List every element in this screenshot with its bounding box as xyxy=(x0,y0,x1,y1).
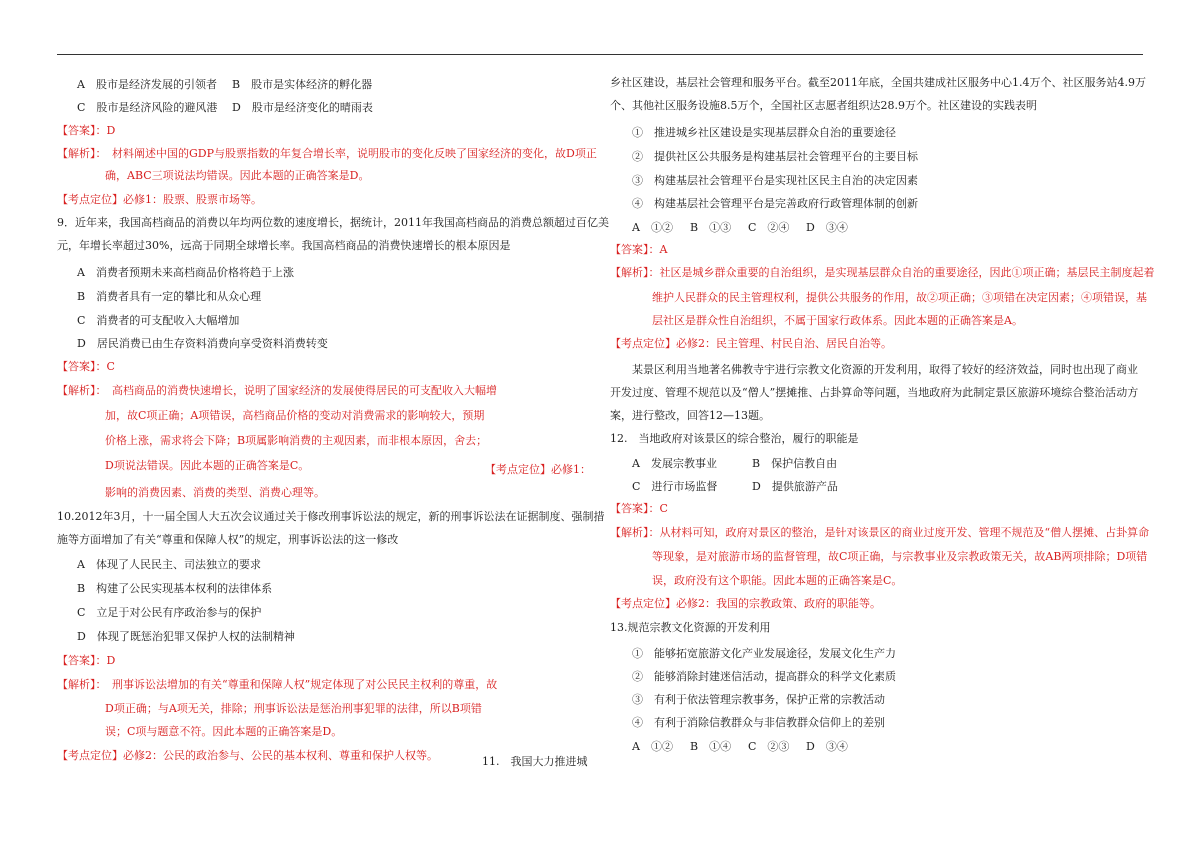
q13-option-c: C ②③ xyxy=(748,740,790,753)
material-passage: 某景区利用当地著名佛教寺宇进行宗教文化资源的开发利用，取得了较好的经济效益，同时也出现了商业开发过度、管理不规范以及“僧人”摆摊推、占卦算命等问题，当地政府为此制定景区旅游环境综合整治活动方案，进行整改，回答12—13题。 xyxy=(610,363,1139,422)
q13-option-a: A ①② xyxy=(632,740,673,753)
q8-analysis-cont: 确，ABC三项说法均错误。因此本题的正确答案是D。 xyxy=(105,169,370,182)
q9-answer: 【答案】：C xyxy=(57,360,115,373)
q8-option-d: D 股市是经济变化的晴雨表 xyxy=(232,101,373,114)
q13-item-2: ② 能够消除封建迷信活动，提高群众的科学文化素质 xyxy=(632,670,896,683)
q12-option-c: C 进行市场监督 xyxy=(632,480,718,493)
q8-option-b: B 股市是实体经济的孵化器 xyxy=(232,78,373,91)
q12-stem: 12. 当地政府对该景区的综合整治，履行的职能是 xyxy=(610,432,859,445)
q9-analysis-cont-2: 价格上涨，需求将会下降；B项属影响消费的主观因素，而非根本原因，舍去； xyxy=(105,434,488,447)
q10-option-b: B 构建了公民实现基本权利的法律体系 xyxy=(77,582,273,595)
q10-analysis: 【解析】： 刑事诉讼法增加的有关“尊重和保障人权”规定体现了对公民民主权利的尊重，故 xyxy=(57,678,498,691)
q11-option-d: D ③④ xyxy=(806,221,848,234)
q13-stem: 13.规范宗教文化资源的开发利用 xyxy=(610,621,771,634)
q10-point: 【考点定位】必修2：公民的政治参与、公民的基本权利、尊重和保护人权等。 xyxy=(57,749,438,762)
q9-point: 【考点定位】必修1： xyxy=(485,463,591,476)
q12-option-a: A 发展宗教事业 xyxy=(632,457,717,470)
q8-option-a: A 股市是经济发展的引领者 xyxy=(77,78,217,91)
q10-option-d: D 体现了既惩治犯罪又保护人权的法制精神 xyxy=(77,630,295,643)
q11-point: 【考点定位】必修2：民主管理、村民自治、居民自治等。 xyxy=(610,337,892,350)
q9-option-b: B 消费者具有一定的攀比和从众心理 xyxy=(77,290,262,303)
q12-option-b: B 保护信教自由 xyxy=(752,457,838,470)
q11-stem-start: 11. 我国大力推进城 xyxy=(482,755,588,768)
header-rule xyxy=(57,54,1143,55)
q8-answer: 【答案】：D xyxy=(57,124,116,137)
q10-option-a: A 体现了人民民主、司法独立的要求 xyxy=(77,558,261,571)
q12-analysis-cont-2: 误，政府没有这个职能。因此本题的正确答案是C。 xyxy=(652,574,903,587)
q9-stem: 9．近年来，我国高档商品的消费以年均两位数的速度增长，据统计，2011年我国高档商品的消费总额超过百亿美 xyxy=(57,216,609,229)
q8-point: 【考点定位】必修1：股票、股票市场等。 xyxy=(57,193,262,206)
q8-analysis: 【解析】： 材料阐述中国的GDP与股票指数的年复合增长率，说明股市的变化反映了国家经济的变化，故D项正 xyxy=(57,147,597,160)
q12-option-d: D 提供旅游产品 xyxy=(752,480,838,493)
q9-analysis-cont-1: 加，故C项正确；A项错误，高档商品价格的变动对消费需求的影响较大，预期 xyxy=(105,409,485,422)
q11-analysis-cont-2: 层社区是群众性自治组织，不属于国家行政体系。因此本题的正确答案是A。 xyxy=(652,314,1023,327)
q8-option-c: C 股市是经济风险的避风港 xyxy=(77,101,218,114)
q10-analysis-cont-1: D项正确；与A项无关，排除；刑事诉讼法是惩治刑事犯罪的法律，所以B项错 xyxy=(105,702,482,715)
q11-option-b: B ①③ xyxy=(690,221,732,234)
q13-option-d: D ③④ xyxy=(806,740,848,753)
q12-analysis-cont-1: 等现象，是对旅游市场的监督管理，故C项正确，与宗教事业及宗教政策无关，故AB两项排除；D项错 xyxy=(652,550,1148,563)
q13-item-4: ④ 有利于消除信教群众与非信教群众信仰上的差别 xyxy=(632,716,885,729)
q9-option-c: C 消费者的可支配收入大幅增加 xyxy=(77,314,240,327)
q11-stem-cont: 乡社区建设，基层社会管理和服务平台。截至2011年底，全国共建成社区服务中心1.4万个、社区服务站4.9万 xyxy=(610,76,1146,89)
q9-analysis: 【解析】： 高档商品的消费快速增长，说明了国家经济的发展使得居民的可支配收入大幅增 xyxy=(57,384,497,397)
q9-point-cont: 影响的消费因素、消费的类型、消费心理等。 xyxy=(105,486,325,499)
q11-item-1: ① 推进城乡社区建设是实现基层群众自治的重要途径 xyxy=(632,126,896,139)
q12-point: 【考点定位】必修2：我国的宗教政策、政府的职能等。 xyxy=(610,597,881,610)
q12-answer: 【答案】：C xyxy=(610,502,668,515)
q9-option-a: A 消费者预期未来高档商品价格将趋于上涨 xyxy=(77,266,294,279)
q13-item-3: ③ 有利于依法管理宗教事务，保护正常的宗教活动 xyxy=(632,693,885,706)
q11-analysis-cont-1: 维护人民群众的民主管理权利，提供公共服务的作用，故②项正确；③项错在决定因素；④项错误，基 xyxy=(652,291,1147,304)
q11-answer: 【答案】：A xyxy=(610,243,668,256)
q11-item-3: ③ 构建基层社会管理平台是实现社区民主自治的决定因素 xyxy=(632,174,918,187)
q9-stem-cont: 元，年增长率超过30%，远高于同期全球增长率。我国高档商品的消费快速增长的根本原因是 xyxy=(57,239,511,252)
q10-analysis-cont-2: 误；C项与题意不符。因此本题的正确答案是D。 xyxy=(105,725,343,738)
q11-option-a: A ①② xyxy=(632,221,673,234)
q10-stem: 10.2012年3月，十一届全国人大五次会议通过关于修改刑事诉讼法的规定，新的刑事诉讼法在证据制度、强制措 xyxy=(57,510,605,523)
q10-stem-cont: 施等方面增加了有关“尊重和保障人权”的规定，刑事诉讼法的这一修改 xyxy=(57,533,399,546)
q11-analysis: 【解析】：社区是城乡群众重要的自治组织，是实现基层群众自治的重要途径，因此①项正确；基层民主制度起着 xyxy=(610,266,1155,279)
q11-item-4: ④ 构建基层社会管理平台是完善政府行政管理体制的创新 xyxy=(632,197,918,210)
q9-option-d: D 居民消费已由生存资料消费向享受资料消费转变 xyxy=(77,337,328,350)
q13-option-b: B ①④ xyxy=(690,740,732,753)
q10-answer: 【答案】：D xyxy=(57,654,116,667)
q12-analysis: 【解析】：从材料可知，政府对景区的整治，是针对该景区的商业过度开发、管理不规范及“僧人摆摊、占卦算命 xyxy=(610,526,1150,539)
q11-item-2: ② 提供社区公共服务是构建基层社会管理平台的主要目标 xyxy=(632,150,918,163)
q13-item-1: ① 能够拓宽旅游文化产业发展途径，发展文化生产力 xyxy=(632,647,896,660)
q10-option-c: C 立足于对公民有序政治参与的保护 xyxy=(77,606,262,619)
q9-analysis-cont-3: D项说法错误。因此本题的正确答案是C。 xyxy=(105,459,310,472)
q11-stem-cont-2: 个、其他社区服务设施8.5万个，全国社区志愿者组织达28.9万个。社区建设的实践表明 xyxy=(610,99,1037,112)
q11-option-c: C ②④ xyxy=(748,221,790,234)
